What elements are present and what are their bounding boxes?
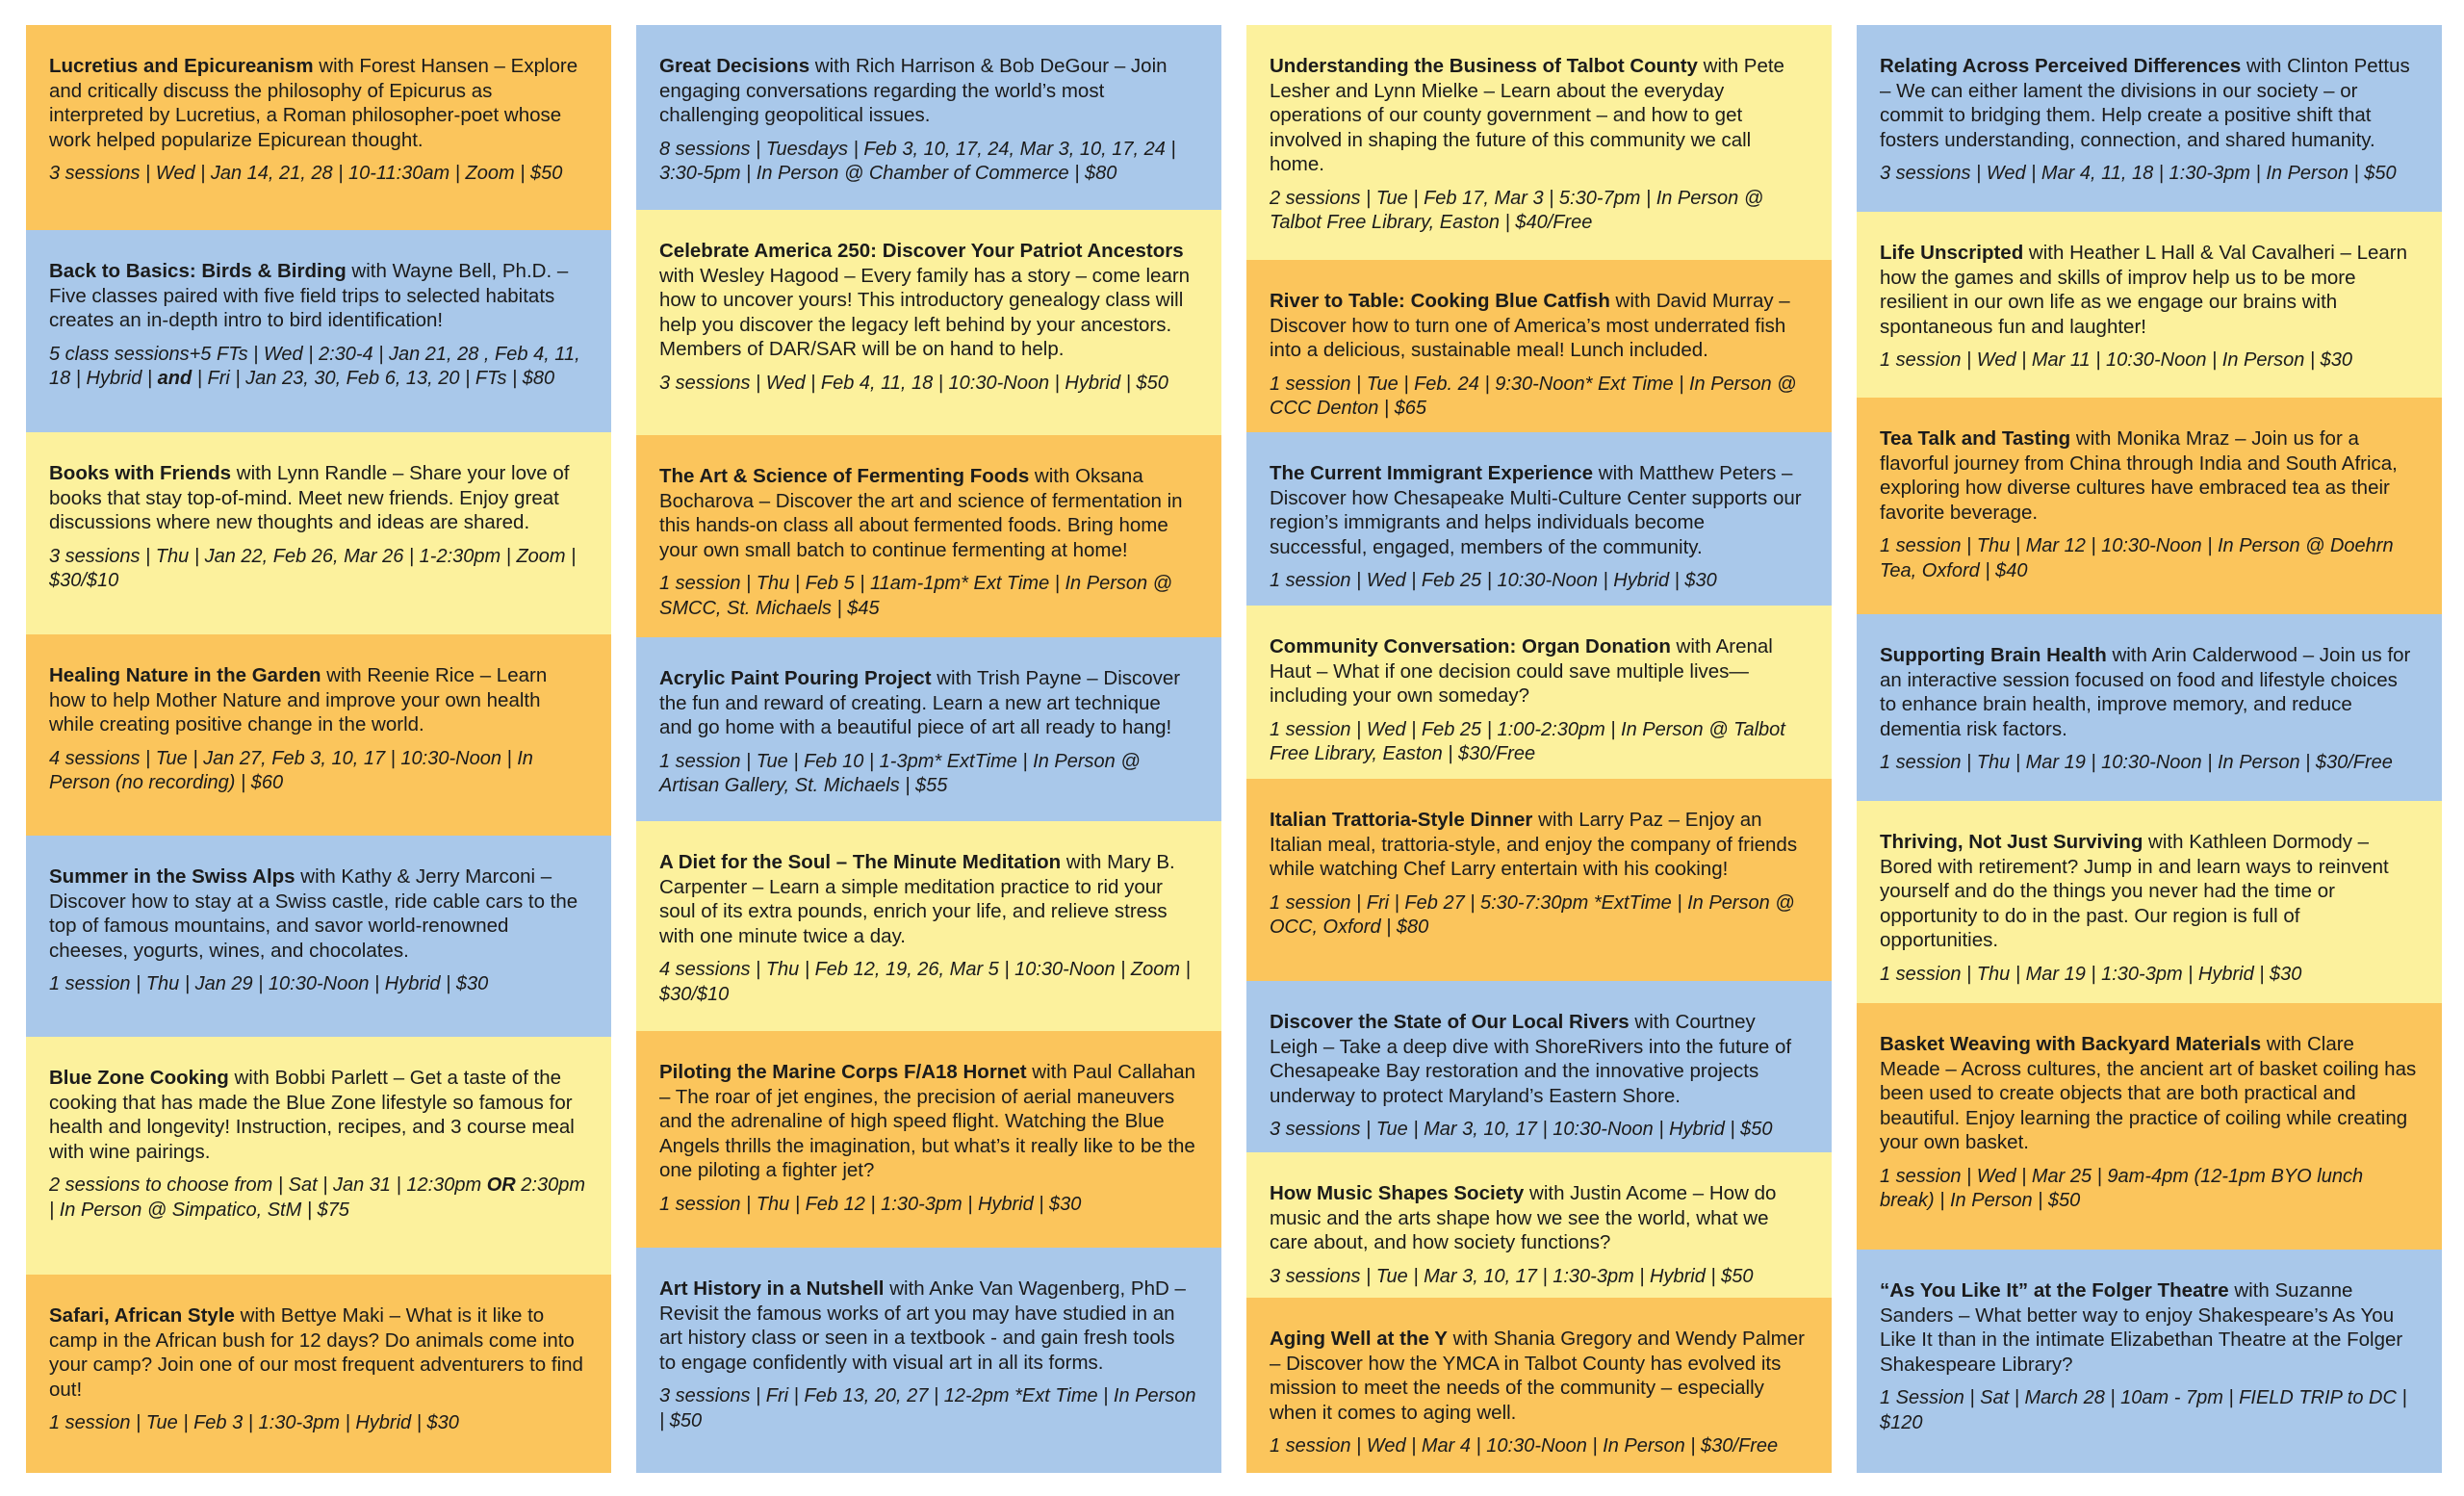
course-title: The Current Immigrant Experience — [1270, 462, 1594, 484]
course-summary: with Kathleen Dormody – Bored with retirement? Jump in and learn ways to reinvent yourself and do the things you never had the time or opportunity to do in the past. Our region is full of opportunities. — [1880, 831, 2389, 951]
course-details: 1 session | Tue | Feb. 24 | 9:30-Noon* Ext Time | In Person @ CCC Denton | $65 — [1270, 373, 1797, 419]
course-summary: with Anke Van Wagenberg, PhD – Revisit the famous works of art you may have studied in an art history class or seen in a textbook - and gain fresh tools to engage confidently with visual art in all its forms. — [659, 1277, 1186, 1374]
course-summary: with Reenie Rice – Learn how to help Mother Nature and improve your own health while creating positive change in the world. — [49, 664, 548, 735]
course-description — [1880, 54, 2417, 152]
course-summary: with Arenal Haut – What if one decision could save multiple lives—including your own someday? — [1270, 635, 1773, 707]
course-summary: with David Murray – Discover how to turn one of America’s most underrated fish into a delicious, sustainable meal! Lunch included. — [1270, 290, 1790, 361]
course-details: 1 session | Thu | Jan 29 | 10:30-Noon | Hybrid | $30 — [49, 973, 489, 994]
course-description — [1270, 808, 1807, 882]
course-title: “As You Like It” at the Folger Theatre — [1880, 1279, 2229, 1302]
course-details: 1 Session | Sat | March 28 | 10am - 7pm | FIELD TRIP to DC | $120 — [1880, 1387, 2407, 1433]
course-summary: with Wesley Hagood – Every family has a story – come learn how to uncover yours! This introductory genealogy class will help you discover the legacy left behind by your ancestors. Members of DAR/SAR will be on hand to help. — [659, 264, 1191, 360]
course-title: Back to Basics: Birds & Birding — [49, 260, 346, 282]
column-2 — [636, 25, 1221, 1473]
course-description — [1270, 634, 1807, 709]
course-summary: with Rich Harrison & Bob DeGour – Join engaging conversations regarding the world’s most challenging geopolitical issues. — [659, 55, 1168, 126]
course-summary: with Clare Meade – Across cultures, the ancient art of basket coiling has been used to create objects that are both practical and beautiful. Enjoy learning the practice of coiling while creating your own basket. — [1880, 1033, 2417, 1153]
course-summary: with Forest Hansen – Explore and critically discuss the philosophy of Epicurus as interpreted by Lucretius, a Roman philosopher-poet whose work helped popularize Epicurean thought. — [49, 55, 578, 151]
course-details: 1 session | Thu | Feb 5 | 11am-1pm* Ext Time | In Person @ SMCC, St. Michaels | $45 — [659, 573, 1172, 619]
course-card — [1246, 25, 1832, 260]
course-summary: with Oksana Bocharova – Discover the art and science of fermentation in this hands-on class all about fermented foods. Bring home your own small batch to continue fermenting at home! — [659, 465, 1183, 561]
course-card — [1857, 25, 2442, 212]
course-description — [49, 864, 586, 963]
course-card — [26, 432, 611, 634]
course-details: 1 session | Tue | Feb 10 | 1-3pm* ExtTime | In Person @ Artisan Gallery, St. Michaels | $55 — [659, 750, 1141, 796]
course-description — [659, 850, 1196, 948]
course-details: 3 sessions | Thu | Jan 22, Feb 26, Mar 26 | 1-2:30pm | Zoom | $30/$10 — [49, 545, 577, 591]
course-title: Healing Nature in the Garden — [49, 664, 321, 686]
course-card — [636, 821, 1221, 1031]
course-title: Thriving, Not Just Surviving — [1880, 831, 2143, 853]
course-details: 3 sessions | Fri | Feb 13, 20, 27 | 12-2pm *Ext Time | In Person | $50 — [659, 1385, 1196, 1432]
course-title: Safari, African Style — [49, 1304, 235, 1327]
course-title: Summer in the Swiss Alps — [49, 865, 295, 888]
course-description — [1880, 643, 2417, 741]
details-part: 5 class sessions+5 FTs | Wed | 2:30-4 | Jan 21, 28 , Feb 4, 11, 18 | Hybrid | — [49, 343, 580, 389]
course-card — [636, 210, 1221, 435]
course-summary: with Courtney Leigh – Take a deep dive with ShoreRivers into the future of Chesapeake Bay restoration and the innovative projects underway to protect Maryland’s Eastern Shore. — [1270, 1011, 1792, 1107]
course-details: 8 sessions | Tuesdays | Feb 3, 10, 17, 24, Mar 3, 10, 17, 24 | 3:30-5pm | In Person @ Chamber of Commerce | $80 — [659, 138, 1176, 184]
course-title: Supporting Brain Health — [1880, 644, 2107, 666]
course-summary: with Monika Mraz – Join us for a flavorful journey from China through India and South Africa, exploring how diverse cultures have embraced tea as their favorite beverage. — [1880, 427, 2398, 524]
course-title: How Music Shapes Society — [1270, 1182, 1525, 1204]
course-description — [659, 1060, 1196, 1183]
course-title: Aging Well at the Y — [1270, 1328, 1448, 1350]
course-summary: with Trish Payne – Discover the fun and reward of creating. Learn a new art technique and go home with a beautiful piece of art all ready to hang! — [659, 667, 1181, 738]
course-description — [49, 54, 586, 152]
course-card — [636, 25, 1221, 210]
course-title: Blue Zone Cooking — [49, 1067, 229, 1089]
course-summary: with Arin Calderwood – Join us for an interactive session focused on food and lifestyle choices to enhance brain health, improve memory, and reduce dementia risk factors. — [1880, 644, 2411, 740]
course-description — [1270, 289, 1807, 363]
course-description — [1270, 461, 1807, 559]
course-card — [1857, 1250, 2442, 1473]
course-description — [659, 54, 1196, 128]
course-description — [659, 464, 1196, 562]
course-description — [49, 1066, 586, 1164]
course-details: 1 session | Wed | Feb 25 | 1:00-2:30pm | In Person @ Talbot Free Library, Easton | $30/Free — [1270, 718, 1785, 764]
course-details — [49, 343, 586, 392]
course-description — [49, 1303, 586, 1402]
course-description — [49, 663, 586, 737]
details-part: 2 sessions to choose from | Sat | Jan 31 | 12:30pm — [49, 1174, 487, 1196]
course-description — [659, 1277, 1196, 1375]
course-summary: with Wayne Bell, Ph.D. – Five classes paired with five field trips to selected habitats creates an in-depth intro to bird identification! — [49, 260, 569, 331]
course-summary: with Lynn Randle – Share your love of books that stay top-of-mind. Meet new friends. Enjoy great discussions where new thoughts and ideas are shared. — [49, 462, 570, 533]
course-summary: with Heather L Hall & Val Cavalheri – Learn how the games and skills of improv help us to be more resilient in our own life as we engage our brains with spontaneous fun and laughter! — [1880, 242, 2408, 338]
course-title: Understanding the Business of Talbot County — [1270, 55, 1698, 77]
course-title: Italian Trattoria-Style Dinner — [1270, 809, 1533, 831]
course-description — [49, 259, 586, 333]
course-title: Celebrate America 250: Discover Your Patriot Ancestors — [659, 240, 1184, 262]
course-summary: with Matthew Peters – Discover how Chesapeake Multi-Culture Center supports our region’s immigrants and helps individuals become successful, engaged, members of the community. — [1270, 462, 1802, 558]
course-title: Great Decisions — [659, 55, 810, 77]
course-details — [49, 1174, 586, 1223]
course-card — [1246, 432, 1832, 606]
course-card — [26, 836, 611, 1037]
course-description — [659, 239, 1196, 362]
course-details: 1 session | Wed | Mar 11 | 10:30-Noon | In Person | $30 — [1880, 349, 2353, 371]
course-description — [1270, 1327, 1807, 1425]
course-card — [1857, 1003, 2442, 1250]
column-4 — [1857, 25, 2442, 1473]
course-details: 1 session | Thu | Mar 12 | 10:30-Noon | In Person @ Doehrn Tea, Oxford | $40 — [1880, 535, 2394, 581]
course-card — [1857, 801, 2442, 1003]
course-card — [26, 634, 611, 836]
course-details: 1 session | Tue | Feb 3 | 1:30-3pm | Hybrid | $30 — [49, 1412, 459, 1433]
course-details: 1 session | Wed | Mar 4 | 10:30-Noon | In Person | $30/Free — [1270, 1435, 1779, 1457]
course-description — [1270, 1010, 1807, 1108]
course-details: 3 sessions | Tue | Mar 3, 10, 17 | 10:30-Noon | Hybrid | $50 — [1270, 1119, 1773, 1140]
course-title: Basket Weaving with Backyard Materials — [1880, 1033, 2262, 1055]
course-description — [659, 666, 1196, 740]
course-description — [1880, 830, 2417, 953]
course-card — [636, 1248, 1221, 1473]
course-details: 1 session | Thu | Mar 19 | 10:30-Noon | In Person | $30/Free — [1880, 752, 2393, 773]
course-card — [1857, 398, 2442, 614]
course-summary: with Pete Lesher and Lynn Mielke – Learn about the everyday operations of our county government – and how to get involved in shaping the future of this community we call home. — [1270, 55, 1784, 175]
course-details: 1 session | Wed | Feb 25 | 10:30-Noon | Hybrid | $30 — [1270, 570, 1717, 591]
column-1 — [26, 25, 611, 1473]
details-part: 2:30pm | In Person @ Simpatico, StM | $75 — [49, 1174, 585, 1221]
details-emphasis: and — [157, 368, 192, 389]
course-card — [1246, 260, 1832, 432]
course-title: Relating Across Perceived Differences — [1880, 55, 2242, 77]
course-summary: with Shania Gregory and Wendy Palmer – Discover how the YMCA in Talbot County has evolved its mission to meet the needs of the community – especially when it comes to aging well. — [1270, 1328, 1805, 1424]
course-summary: with Bobbi Parlett – Get a taste of the cooking that has made the Blue Zone lifestyle so famous for health and longevity! Instruction, recipes, and 3 course meal with wine pairings. — [49, 1067, 575, 1163]
course-description — [49, 461, 586, 535]
course-summary: with Kathy & Jerry Marconi – Discover how to stay at a Swiss castle, ride cable cars to the top of famous mountains, and savor world-renowned cheeses, yogurts, wines, and chocolates. — [49, 865, 578, 962]
course-card — [636, 637, 1221, 821]
course-card — [1246, 606, 1832, 779]
course-title: Piloting the Marine Corps F/A18 Hornet — [659, 1061, 1027, 1083]
course-card — [26, 1037, 611, 1275]
course-card — [1246, 1298, 1832, 1473]
course-summary: with Larry Paz – Enjoy an Italian meal, trattoria-style, and enjoy the company of friends while watching Chef Larry entertain with his cooking! — [1270, 809, 1798, 880]
course-description — [1270, 54, 1807, 177]
course-title: Tea Talk and Tasting — [1880, 427, 2071, 450]
course-title: Discover the State of Our Local Rivers — [1270, 1011, 1630, 1033]
course-details: 2 sessions | Tue | Feb 17, Mar 3 | 5:30-7pm | In Person @ Talbot Free Library, Easton | $40/Free — [1270, 187, 1764, 233]
course-details: 1 session | Thu | Mar 19 | 1:30-3pm | Hybrid | $30 — [1880, 963, 2302, 985]
course-title: River to Table: Cooking Blue Catfish — [1270, 290, 1610, 312]
course-details: 3 sessions | Tue | Mar 3, 10, 17 | 1:30-3pm | Hybrid | $50 — [1270, 1265, 1754, 1287]
course-card — [26, 230, 611, 432]
course-description — [1880, 1032, 2417, 1155]
course-description — [1880, 426, 2417, 525]
course-card — [26, 1275, 611, 1473]
course-title: Life Unscripted — [1880, 242, 2024, 264]
course-details: 4 sessions | Tue | Jan 27, Feb 3, 10, 17 | 10:30-Noon | In Person (no recording) | $60 — [49, 747, 533, 793]
course-summary: with Bettye Maki – What is it like to camp in the African bush for 12 days? Do animals come into your camp? Join one of our most frequent adventurers to find out! — [49, 1304, 583, 1401]
course-title: The Art & Science of Fermenting Foods — [659, 465, 1030, 487]
course-details: 4 sessions | Thu | Feb 12, 19, 26, Mar 5 | 10:30-Noon | Zoom | $30/$10 — [659, 959, 1191, 1005]
course-card — [1246, 779, 1832, 981]
course-description — [1880, 1278, 2417, 1377]
course-card — [636, 435, 1221, 637]
course-summary: with Justin Acome – How do music and the arts shape how we see the world, what we care about, and how society functions? — [1270, 1182, 1777, 1253]
course-card — [1857, 614, 2442, 801]
course-title: Community Conversation: Organ Donation — [1270, 635, 1671, 658]
course-details: 1 session | Fri | Feb 27 | 5:30-7:30pm *ExtTime | In Person @ OCC, Oxford | $80 — [1270, 891, 1795, 938]
column-3 — [1246, 25, 1832, 1473]
course-description — [1880, 241, 2417, 339]
course-summary: with Clinton Pettus – We can either lament the divisions in our society – or commit to bridging them. Help create a positive shift that fosters understanding, connection, and shared humanity. — [1880, 55, 2410, 151]
course-title: A Diet for the Soul – The Minute Meditation — [659, 851, 1062, 873]
course-title: Art History in a Nutshell — [659, 1277, 885, 1300]
details-part: | Fri | Jan 23, 30, Feb 6, 13, 20 | FTs | $80 — [192, 368, 555, 389]
course-title: Acrylic Paint Pouring Project — [659, 667, 932, 689]
course-card — [1857, 212, 2442, 398]
course-summary: with Suzanne Sanders – What better way to enjoy Shakespeare’s As You Like It than in the intimate Elizabethan Theatre at the Folger Shakespeare Library? — [1880, 1279, 2403, 1376]
course-summary: with Mary B. Carpenter – Learn a simple meditation practice to rid your soul of its extra pounds, enrich your life, and relieve stress with one minute twice a day. — [659, 851, 1175, 947]
course-details: 3 sessions | Wed | Jan 14, 21, 28 | 10-11:30am | Zoom | $50 — [49, 163, 563, 184]
course-card — [1246, 981, 1832, 1152]
course-summary: with Paul Callahan – The roar of jet engines, the precision of aerial maneuvers and the adrenaline of high speed flight. Watching the Blue Angels thrills the imagination, but what’s it really like to be the one piloting a fighter jet? — [659, 1061, 1196, 1181]
course-details: 1 session | Thu | Feb 12 | 1:30-3pm | Hybrid | $30 — [659, 1193, 1082, 1215]
course-details: 3 sessions | Wed | Feb 4, 11, 18 | 10:30-Noon | Hybrid | $50 — [659, 372, 1168, 394]
course-details: 1 session | Wed | Mar 25 | 9am-4pm (12-1pm BYO lunch break) | In Person | $50 — [1880, 1165, 2364, 1211]
course-details: 3 sessions | Wed | Mar 4, 11, 18 | 1:30-3pm | In Person | $50 — [1880, 163, 2397, 184]
details-emphasis: OR — [486, 1174, 516, 1196]
course-description — [1270, 1181, 1807, 1255]
course-card — [26, 25, 611, 230]
course-title: Lucretius and Epicureanism — [49, 55, 314, 77]
course-card — [1246, 1152, 1832, 1298]
course-title: Books with Friends — [49, 462, 232, 484]
course-card — [636, 1031, 1221, 1248]
